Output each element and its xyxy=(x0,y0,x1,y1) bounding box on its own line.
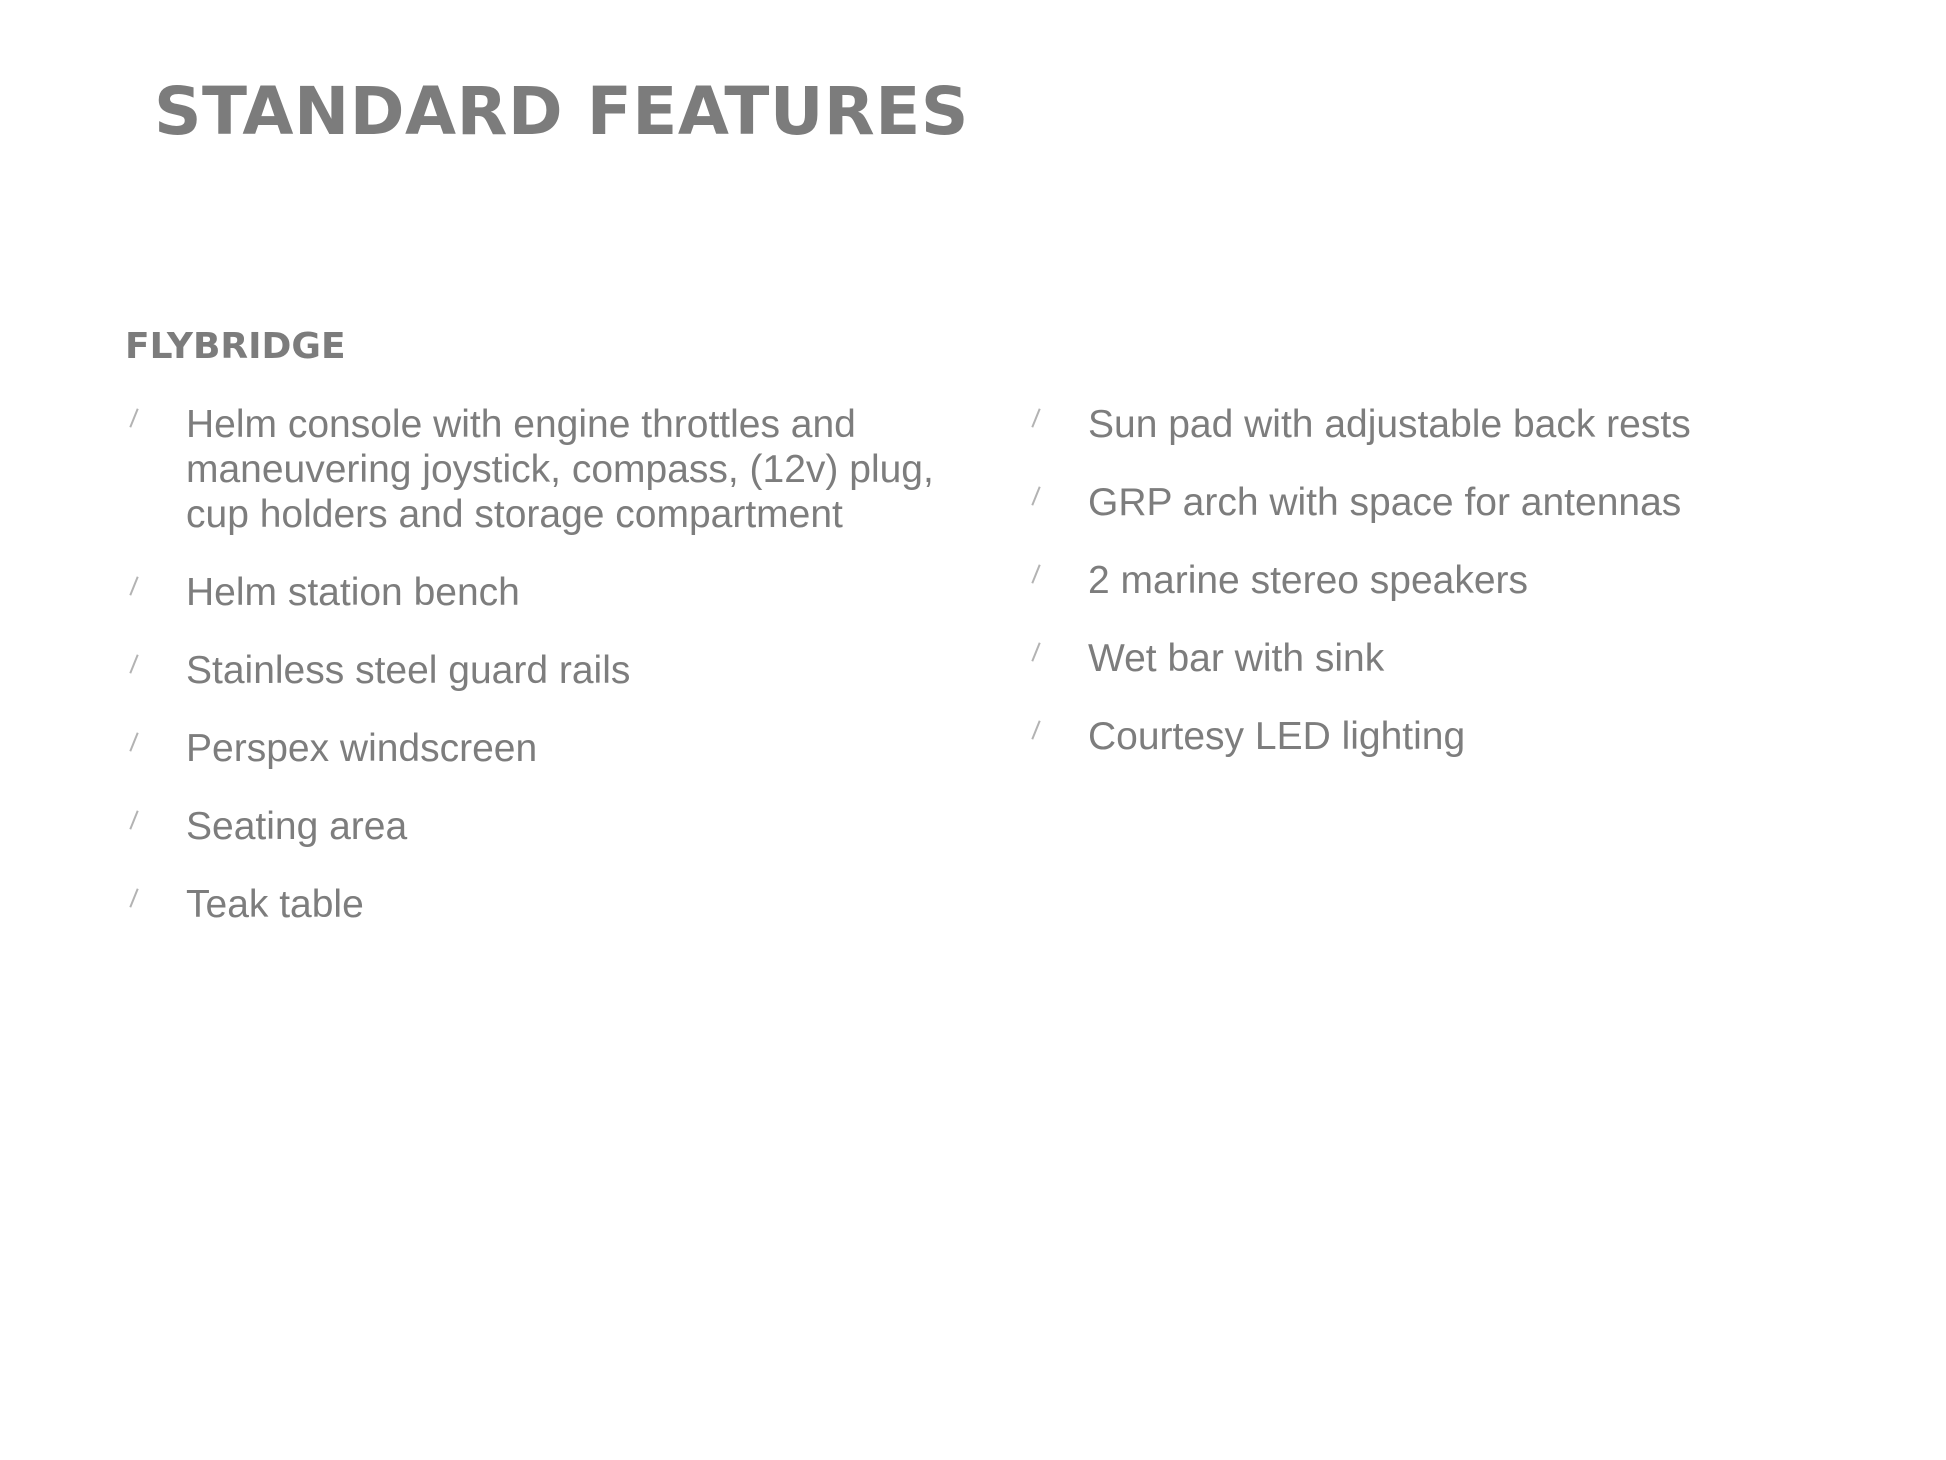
feature-item xyxy=(125,402,945,537)
feature-text: Teak table xyxy=(186,883,364,926)
slash-bullet-icon xyxy=(125,654,143,674)
feature-text: Courtesy LED lighting xyxy=(1088,715,1466,758)
feature-item xyxy=(1027,480,1827,525)
feature-item xyxy=(125,804,945,849)
feature-list-left xyxy=(125,402,945,960)
feature-list-right xyxy=(1027,402,1827,792)
slash-bullet-icon xyxy=(1027,642,1045,662)
feature-text: Stainless steel guard rails xyxy=(186,649,631,692)
feature-text: GRP arch with space for antennas xyxy=(1088,481,1682,524)
slash-bullet-icon xyxy=(1027,486,1045,506)
section-heading-flybridge: FLYBRIDGE xyxy=(125,326,346,367)
feature-item xyxy=(125,882,945,927)
page-title: STANDARD FEATURES xyxy=(154,73,969,150)
feature-text: 2 marine stereo speakers xyxy=(1088,559,1529,602)
feature-item xyxy=(125,570,945,615)
slash-bullet-icon xyxy=(125,576,143,596)
slash-bullet-icon xyxy=(125,810,143,830)
slash-bullet-icon xyxy=(1027,408,1045,428)
feature-text: Perspex windscreen xyxy=(186,727,538,770)
slash-bullet-icon xyxy=(125,888,143,908)
slash-bullet-icon xyxy=(125,732,143,752)
feature-text: Seating area xyxy=(186,805,408,848)
feature-text: Wet bar with sink xyxy=(1088,637,1385,680)
feature-item xyxy=(125,648,945,693)
feature-item xyxy=(1027,636,1827,681)
feature-item xyxy=(125,726,945,771)
feature-item xyxy=(1027,558,1827,603)
slash-bullet-icon xyxy=(1027,720,1045,740)
feature-text: Helm station bench xyxy=(186,571,520,614)
feature-text: Helm console with engine throttles and maneuvering joystick, compass, (12v) plug, cup holders and storage compartment xyxy=(186,403,934,536)
slash-bullet-icon xyxy=(125,408,143,428)
feature-item xyxy=(1027,714,1827,759)
feature-text: Sun pad with adjustable back rests xyxy=(1088,403,1691,446)
slash-bullet-icon xyxy=(1027,564,1045,584)
feature-item xyxy=(1027,402,1827,447)
